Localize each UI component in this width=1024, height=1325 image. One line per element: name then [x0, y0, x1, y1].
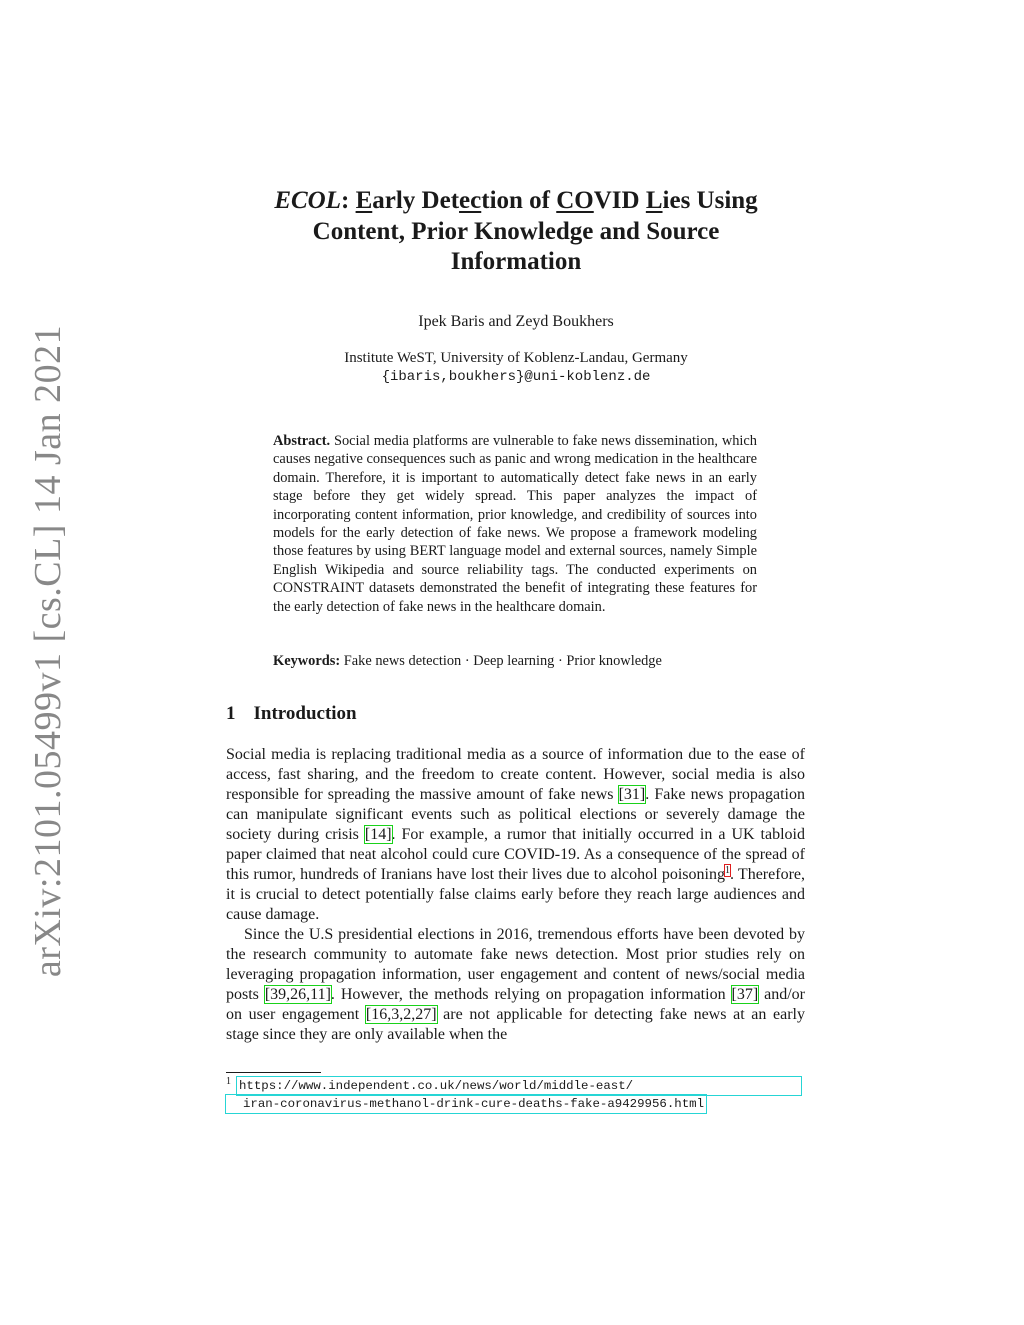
citation-link[interactable]: [16,3,2,27] — [365, 1006, 437, 1023]
affiliation-block — [226, 349, 806, 387]
citation-link[interactable]: [31] — [618, 786, 646, 803]
footnote — [226, 1077, 806, 1113]
arxiv-stamp — [26, 324, 70, 978]
footnote-url-link[interactable]: https://www.independent.co.uk/news/world/middle-east/ — [237, 1077, 801, 1095]
email: {ibaris,boukhers}@uni-koblenz.de — [381, 369, 651, 385]
footnote-url-link-cont[interactable]: iran-coronavirus-methanol-drink-cure-deaths-fake-a9429956.html — [226, 1095, 706, 1113]
paragraph-1: Social media is replacing traditional media as a source of information due to the ease of access, fast sharing, and the freedom to create content. However, social media is also responsible for spreading the massive amount of fake news [31]. Fake news propagation can manipulate significant events such as political elections or severely damage the society during crisis [14]. For example, a rumor that initially occurred in a UK tabloid paper claimed that neat alcohol could cure COVID-19. As a consequence of the spread of this rumor, hundreds of Iranians have lost their lives due to alcohol poisoning$^1$. Therefore, it is crucial to detect potentially false claims early before they reach large audiences and cause damage. — [226, 746, 806, 923]
title-line-2: Content, Prior Knowledge and Source — [312, 217, 720, 245]
title-line-3: Information — [450, 248, 582, 275]
citation-link[interactable]: [39,26,11] — [264, 986, 331, 1003]
keywords-text: Fake news detection · Deep learning · Prior knowledge — [343, 653, 662, 669]
abstract-label: Abstract. — [273, 433, 331, 449]
section-number: 1 — [226, 703, 236, 724]
citation-link[interactable]: [37] — [731, 986, 759, 1003]
citation-link[interactable]: [14] — [364, 826, 392, 843]
keywords — [273, 653, 757, 670]
section-title: Introduction — [253, 703, 357, 724]
arxiv-stamp-text: arXiv:2101.05499v1 [cs.CL] 14 Jan 2021 — [27, 324, 69, 978]
paper-title — [226, 186, 806, 278]
affiliation: Institute WeST, University of Koblenz-Landau, Germany — [344, 350, 688, 366]
title-acronym: ECOL — [274, 187, 341, 214]
paragraph-2: Since the U.S presidential elections in 2016, tremendous efforts have been devoted by the research community to automate fake news detection. Most prior studies rely on leveraging propagation information, user engagement and content of news/social media posts [39,26,11]. However, the methods relying on propagation information [37] and/or on user engagement [16,3,2,27] are not applicable for detecting fake news at an early stage since they are only available when the — [226, 926, 805, 1043]
title-line-1: ECOL: Early Detection of COVID Lies Using — [274, 187, 758, 214]
footnote-ref-link[interactable]: 1 — [724, 864, 730, 876]
abstract — [273, 432, 757, 616]
keywords-label: Keywords: — [273, 653, 341, 669]
section-heading — [226, 703, 357, 725]
footnote-rule — [226, 1072, 321, 1073]
abstract-text: Social media platforms are vulnerable to fake news dissemination, which causes negative consequences such as panic and wrong medication in the healthcare domain. Therefore, it is important to automatically detect fake news in an early stage before they get widely spread. This paper analyzes the impact of incorporating content information, prior knowledge, and credibility of sources into models for the early detection of fake news. We propose a framework modeling those features by using BERT language model and external sources, namely Simple English Wikipedia and source reliability tags. The conducted experiments on CONSTRAINT datasets demonstrated the benefit of integrating these features for the early detection of fake news in the healthcare domain. — [273, 433, 757, 615]
authors: Ipek Baris and Zeyd Boukhers — [418, 313, 614, 330]
body-text — [226, 745, 805, 1045]
footnote-mark: 1 — [226, 1075, 231, 1087]
